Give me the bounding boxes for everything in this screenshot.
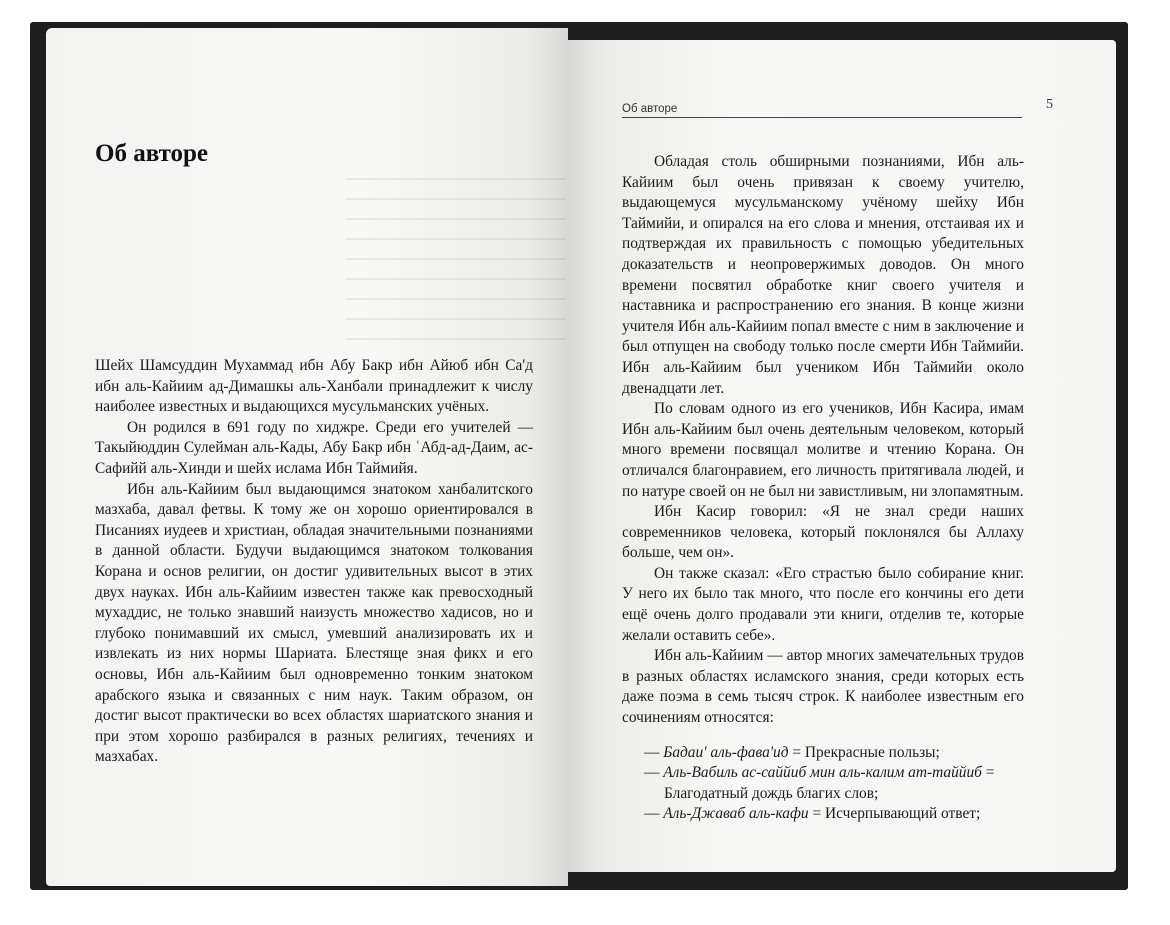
paragraph: Обладая столь обширными познаниями, Ибн аль-Кайиим был очень привязан к своему учителю, выдающемуся мусульманскому учёному шейху Ибн Таймийи, и опирался на его слова и мнения, отстаивая их и подтверждая их правильность с помощью убедительных доказательств и неопровержимых доводов. Он много времени посвятил обработке книг своего учителя и наставника и распространению его знания. В конце жизни учителя Ибн аль-Кайиим попал вместе с ним в заключение и был отпущен на свободу только после смерти Ибн Таймийи. Ибн аль-Кайиим был учеником Ибн Таймийи около двенадцати лет. — [622, 153, 1024, 397]
work-title: Аль-Вабиль ас-саййиб мин аль-калим ат-таййиб — [663, 764, 982, 782]
list-item: — Бадаи' аль-фава'ид = Прекрасные пользы; — [644, 743, 940, 761]
list-item: — Аль-Вабиль ас-саййиб мин аль-калим ат-таййиб = Благодатный дождь благих слов; — [644, 764, 995, 802]
paragraph: По словам одного из его учеников, Ибн Касира, имам Ибн аль-Кайиим был очень деятельным человеком, который много времени посвящал молитве и чтению Корана. Он отличался благонравием, его личность притягивала людей, и по натуре своей он не был ни завистливым, ни злопамятным. — [622, 400, 1024, 500]
work-translation: = Прекрасные пользы; — [788, 743, 940, 761]
paragraph: Он также сказал: «Его страстью было собирание книг. У него их было так много, что после его кончины его дети ещё очень долго продавали эти книги, отделив те, которые желали оставить себе». — [622, 564, 1024, 644]
running-head: Об авторе — [622, 103, 1022, 118]
left-page-body — [95, 356, 533, 768]
page-number: 5 — [1046, 97, 1053, 112]
paragraph: Он родился в 691 году по хиджре. Среди его учителей — Такыйюддин Сулейман аль-Кады, Абу Бакр ибн ʿАбд-ад-Даим, ас-Сафийй аль-Хинди и шейх ислама Ибн Таймийя. — [95, 418, 533, 477]
work-translation: = Благодатный дождь благих слов; — [664, 764, 995, 802]
paragraph: Ибн аль-Кайиим был выдающимся знатоком ханбалитского мазхаба, давал фетвы. К тому же он хорошо ориентировался в Писаниях иудеев и христиан, обладая значительными познаниями в данной области. Будучи выдающимся знатоком толкования Корана и основ религии, он достиг удивительных высот в этих двух науках. Ибн аль-Кайиим известен также как превосходный мухаддис, не только знавший наизусть множество хадисов, но и глубоко понимавший их смысл, умевший анализировать их и извлекать из них нормы Шариата. Блестяще зная фикх и его основы, Ибн аль-Кайиим был одновременно тонким знатоком арабского языка и связанных с ним наук. Таким образом, он достиг высот практически во всех областях шариатского знания и при этом хорошо разбирался в разных религиях, течениях и мазхабах. — [95, 480, 533, 766]
works-list — [622, 743, 1024, 825]
chapter-title: Об авторе — [95, 140, 209, 167]
list-item: — Аль-Джаваб аль-кафи = Исчерпывающий ответ; — [644, 805, 981, 823]
right-page-body — [622, 152, 1024, 825]
paragraph: Ибн аль-Кайиим — автор многих замечательных трудов в разных областях исламского знания, среди которых есть даже поэма в семь тысяч строк. К наиболее известным его сочинениям относятся: — [622, 647, 1024, 727]
work-title: Бадаи' аль-фава'ид — [663, 743, 789, 761]
paragraph: Ибн Касир говорил: «Я не знал среди наших современников человека, который поклонялся бы Аллаху больше, чем он». — [622, 503, 1024, 562]
work-translation: = Исчерпывающий ответ; — [808, 805, 981, 823]
work-title: Аль-Джаваб аль-кафи — [663, 805, 809, 823]
paragraph: Шейх Шамсуддин Мухаммад ибн Абу Бакр ибн Айюб ибн Са'д ибн аль-Кайиим ад-Димашкы аль-Ханбали принадлежит к числу наиболее известных и выдающихся мусульманских учёных. — [95, 357, 533, 416]
bleed-through-text — [346, 178, 566, 358]
